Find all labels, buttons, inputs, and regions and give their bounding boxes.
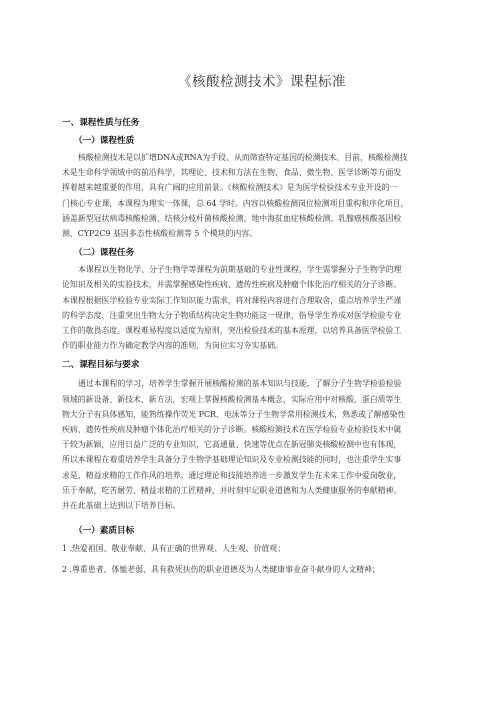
list-item: 1 .热爱祖国、敬业奉献，具有正确的世界观、人生观、价值观； [62,544,286,554]
section-heading-course-nature-and-tasks: 一、课程性质与任务 [62,118,140,128]
section-heading-course-goals: 二、课程目标与要求 [62,360,140,371]
document-title: 《核酸检测技术》课程标准 [178,74,346,90]
paragraph-line: 的科学态度，注重突出生物大分子物质结构决定生物功能这一规律，指导学生养成对医学检验专业 [62,310,402,320]
paragraph-line: 作的职业能力作为确定教学内容的准则，为岗位实习夯实基础。 [62,341,283,351]
paragraph-course-goals [62,376,460,513]
paragraph-line: 疾病、遗传性疾病及肿瘤个体化治疗相关的分子诊断。核酸检测技术在医学检验专业检验技术中属 [62,425,402,435]
paragraph-course-nature [62,150,460,241]
subsection-heading-course-tasks: （二）课程任务 [74,248,135,259]
paragraph-line: 求是、精益求精的工作作风的培养。通过理论和技能培养进一步激发学生在未来工作中爱岗敬业， [62,470,402,480]
paragraph-line: 于较为新颖，应用日益广泛的专业知识，它高通量、快速等优点在新冠肺炎核酸检测中也有体现， [62,440,402,450]
paragraph-line: 门核心专业课，本课程为理实一体课，总 64 学时。内容以核酸检测岗位检测项目重构和序化项目， [62,198,409,208]
paragraph-line: 论知识及相关的实验技术，并需掌握感染性疾病、遗传性疾病及肿瘤个体化治疗相关的分子诊断。 [62,280,402,290]
paragraph-line: 本课程以生物化学、分子生物学等课程为前期基础的专业性课程，学生需掌握分子生物学的理 [78,265,402,275]
paragraph-line: 涵盖新型冠状病毒核酸检测、结核分枝杆菌核酸检测、地中海贫血症核酸检测、乳腺癌核酸基因检 [62,213,402,223]
paragraph-line: 测、CYP2C9 基因多态性核酸检测等 5 个模块的内容。 [62,229,258,239]
subsection-heading-course-nature: （一）课程性质 [74,136,135,146]
subsection-heading-quality-goals: （一）素质目标 [74,526,135,537]
paragraph-line: 通过本课程的学习，培养学生掌握开展核酸检测的基本知识与技能，了解分子生物学检验检验 [78,379,402,389]
paragraph-line: 挥着越来越重要的作用，具有广阔的应用前景。《核酸检测技术》是为医学检验技术专业开设的一 [62,183,398,193]
list-item: 2 .尊重患者、体恤老弱，具有救死扶伤的职业道德及为人类健康事业奋斗献身的人文精神； [62,565,380,575]
paragraph-line: 物大分子有具体感知，能熟练操作荧光 PCR、电泳等分子生物学常用检测技术，熟悉或了解感染性 [62,409,406,419]
paragraph-line: 领域的新设备、新技术、新方法，宏观上掌握核酸检测基本概念，实际应用中对核酸、蛋白质等生 [62,394,402,404]
paragraph-line: 术是生命科学领域中的前沿科学，其理论、技术和方法在生物、食品、微生物、医学诊断等方面发 [62,168,402,178]
paragraph-line: 工作的敬畏态度。课程难易程度以适度为原则，突出检验技术的基本原理，以培养具备医学检验工 [62,326,402,336]
paragraph-course-tasks [62,262,460,353]
paragraph-line: 并在此基础上达到以下培养目标。 [62,501,181,511]
paragraph-line: 所以本课程在着重培养学生具备分子生物学基础理论知识及专业检测技能的同时，也注重学生实事 [62,455,402,465]
paragraph-line: 核酸检测技术是以扩增DNA或RNA为手段，从而筛查特定基因的检测技术。目前，核酸检测技 [78,153,408,162]
paragraph-line: 本课程根据医学检验专业实际工作知识能力需求，将对课程内容进行合理取舍，重点培养学生严谨 [62,295,402,305]
paragraph-line: 乐于奉献，吃苦耐劳、精益求精的工匠精神，并时刻牢记职业道德和为人类健康服务的奉献精神。 [62,485,402,495]
